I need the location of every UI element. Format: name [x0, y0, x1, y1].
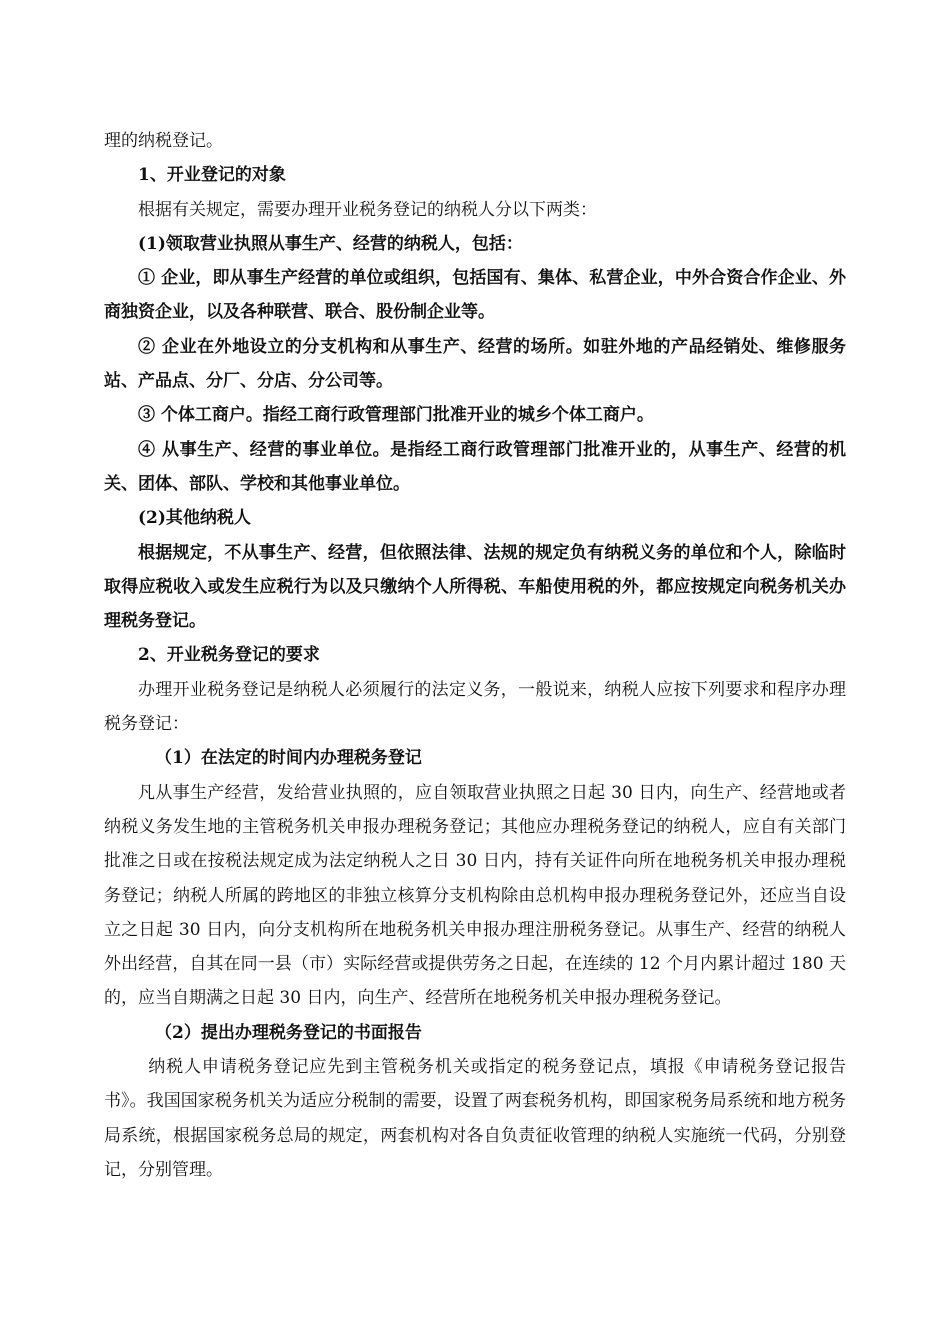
subheading-3: （1）在法定的时间内办理税务登记 [155, 748, 422, 769]
paragraph: 根据有关规定，需要办理开业税务登记的纳税人分以下两类： [138, 199, 597, 220]
subheading-2: (2)其他纳税人 [138, 508, 251, 529]
subheading-1: (1)领取营业执照从事生产、经营的纳税人，包括： [138, 233, 523, 254]
subheading-4: （2）提出办理税务登记的书面报告 [155, 1022, 422, 1043]
document-body [104, 124, 846, 1187]
list-item-4: ④ 从事生产、经营的事业单位。是指经工商行政管理部门批准开业的，从事生产、经营的机关、团体、部队、学校和其他事业单位。 [104, 439, 846, 494]
paragraph: 办理开业税务登记是纳税人必须履行的法定义务，一般说来，纳税人应按下列要求和程序办理税务登记： [104, 679, 846, 735]
paragraph-continuation: 理的纳税登记。 [104, 131, 223, 151]
paragraph: 凡从事生产经营，发给营业执照的，应自领取营业执照之日起 30 日内，向生产、经营地或者纳税义务发生地的主管税务机关申报办理税务登记；其他应办理税务登记的纳税人，应自有关部门批准之日或在按税法规定成为法定纳税人之日 30 日内，持有关证件向所在地税务机关申报办理税务登记；纳税人所属的跨地区的非独立核算分支机构除由总机构申报办理税务登记外，还应当自设立之日起 30 日内，向分支机构所在地税务机关申报办理注册税务登记。从事生产、经营的纳税人外出经营，自其在同一县（市）实际经营或提供劳务之日起，在连续的 12 个月内累计超过 180 天的，应当自期满之日起 30 日内，向生产、经营所在地税务机关申报办理税务登记。 [104, 782, 846, 1009]
list-item-3: ③ 个体工商户。指经工商行政管理部门批准开业的城乡个体工商户。 [138, 405, 654, 426]
section-heading-2: 2、开业税务登记的要求 [138, 645, 320, 666]
section-heading-1: 1、开业登记的对象 [138, 165, 286, 186]
paragraph: 纳税人申请税务登记应先到主管税务机关或指定的税务登记点，填报《申请税务登记报告书》。我国国家税务机关为适应分税制的需要，设置了两套税务机构，即国家税务局系统和地方税务局系统，根据国家税务总局的规定，两套机构对各自负责征收管理的纳税人实施统一代码，分别登记，分别管理。 [104, 1057, 846, 1180]
paragraph-bold: 根据规定，不从事生产、经营，但依照法律、法规的规定负有纳税义务的单位和个人，除临时取得应税收入或发生应税行为以及只缴纳个人所得税、车船使用税的外，都应按规定向税务机关办理税务登记。 [104, 542, 846, 632]
list-item-1: ① 企业，即从事生产经营的单位或组织，包括国有、集体、私营企业，中外合资合作企业、外商独资企业，以及各种联营、联合、股份制企业等。 [104, 268, 846, 323]
list-item-2: ② 企业在外地设立的分支机构和从事生产、经营的场所。如驻外地的产品经销处、维修服务站、产品点、分厂、分店、分公司等。 [104, 336, 846, 392]
